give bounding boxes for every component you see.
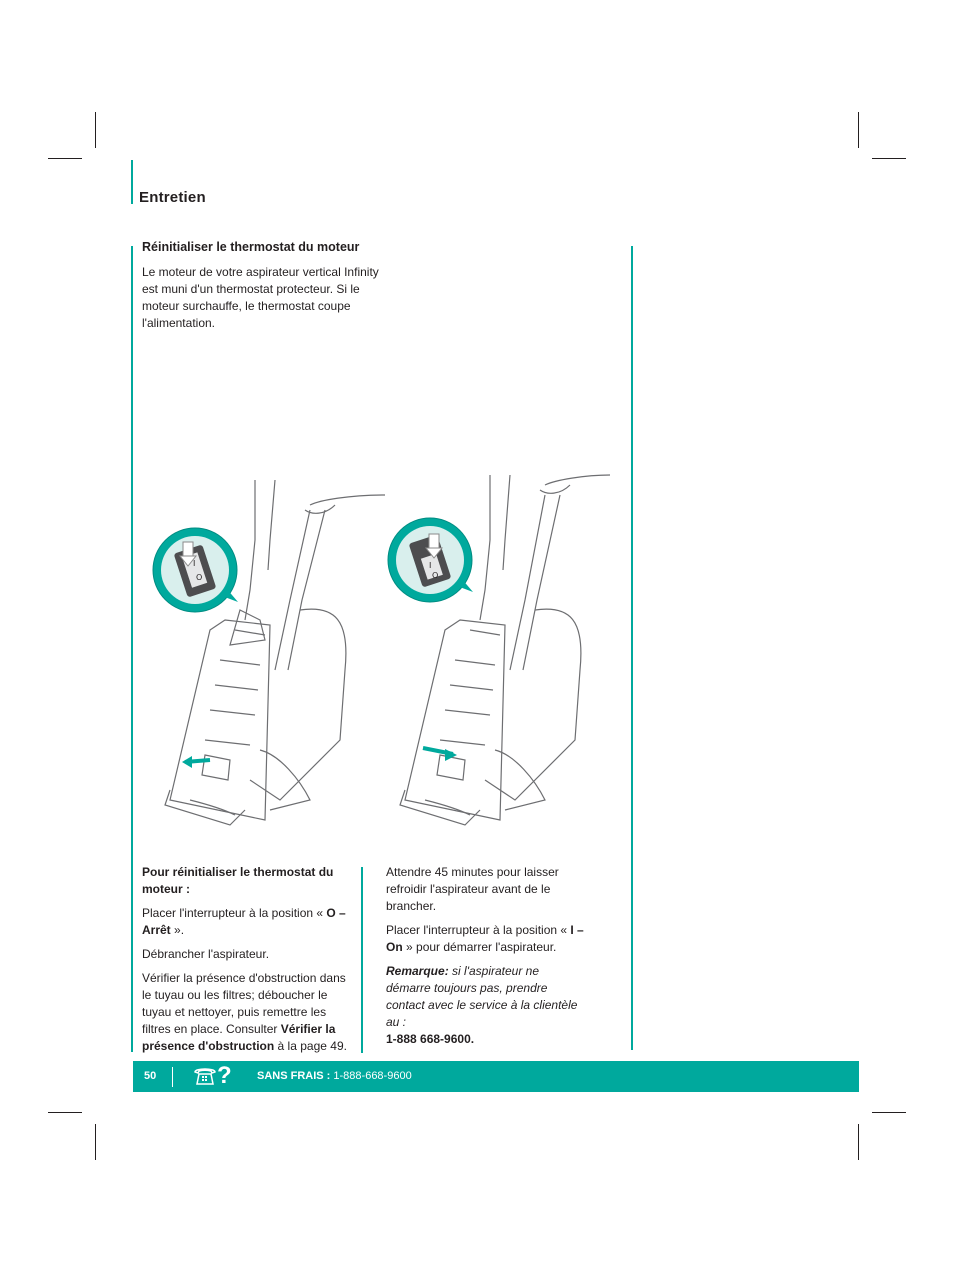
step-switch-on: Placer l'interrupteur à la position « I – On » pour démarrer l'aspirateur. [386, 923, 584, 954]
intro-body: Le moteur de votre aspirateur vertical Infinity est muni d'un thermostat protecteur. Si le moteur surchauffe, le thermostat coupe l'alimentation. [142, 265, 379, 330]
step-wait: Attendre 45 minutes pour laisser refroidir l'aspirateur avant de le brancher. [386, 865, 559, 913]
crop-mark [48, 158, 82, 159]
instructions-heading: Pour réinitialiser le thermostat du moteur : [142, 865, 334, 896]
switch-label-on: I [429, 561, 432, 570]
section-accent-bar [131, 160, 133, 204]
switch-label-off: O [432, 571, 439, 580]
crop-mark [858, 112, 859, 148]
question-icon: ? [217, 1062, 232, 1089]
column-rule-left [131, 246, 133, 1052]
page-number: 50 [144, 1070, 157, 1082]
toll-free: SANS FRAIS : 1-888-668-9600 [257, 1070, 412, 1082]
step-unplug: Débrancher l'aspirateur. [142, 947, 270, 961]
crop-mark [95, 112, 96, 148]
phone-help-icon [193, 1064, 232, 1088]
intro-heading: Réinitialiser le thermostat du moteur [142, 240, 360, 254]
switch-label-off: O [196, 573, 203, 582]
instructions-right [386, 864, 586, 1055]
step-switch-off: Placer l'interrupteur à la position « O – Arrêt ». [142, 906, 346, 937]
section-title: Entretien [139, 189, 206, 206]
note: Remarque: si l'aspirateur ne démarre toujours pas, prendre contact avec le service à la clientèle au : 1-888 668-9600. [386, 964, 578, 1046]
crop-mark [48, 1112, 82, 1113]
crop-mark [95, 1124, 96, 1160]
column-rule-middle [361, 867, 363, 1053]
instructions-left [142, 864, 352, 1062]
switch-label-on: I [193, 559, 196, 568]
step-check-obstruction: Vérifier la présence d'obstruction dans le tuyau ou les filtres; déboucher le tuyau et nettoyer, puis remettre les filtres en place. Consulter Vérifier la présence d'obstruction à la page 49. [142, 971, 347, 1053]
footer-divider [172, 1067, 173, 1087]
vacuum-illustration-on [385, 470, 625, 840]
vacuum-illustration-off [150, 470, 390, 840]
column-rule-right [631, 246, 633, 1050]
telephone-icon [193, 1064, 217, 1088]
crop-mark [872, 1112, 906, 1113]
note-phone: 1-888 668-9600. [386, 1032, 475, 1046]
crop-mark [858, 1124, 859, 1160]
footer-bar [133, 1061, 859, 1092]
crop-mark [872, 158, 906, 159]
